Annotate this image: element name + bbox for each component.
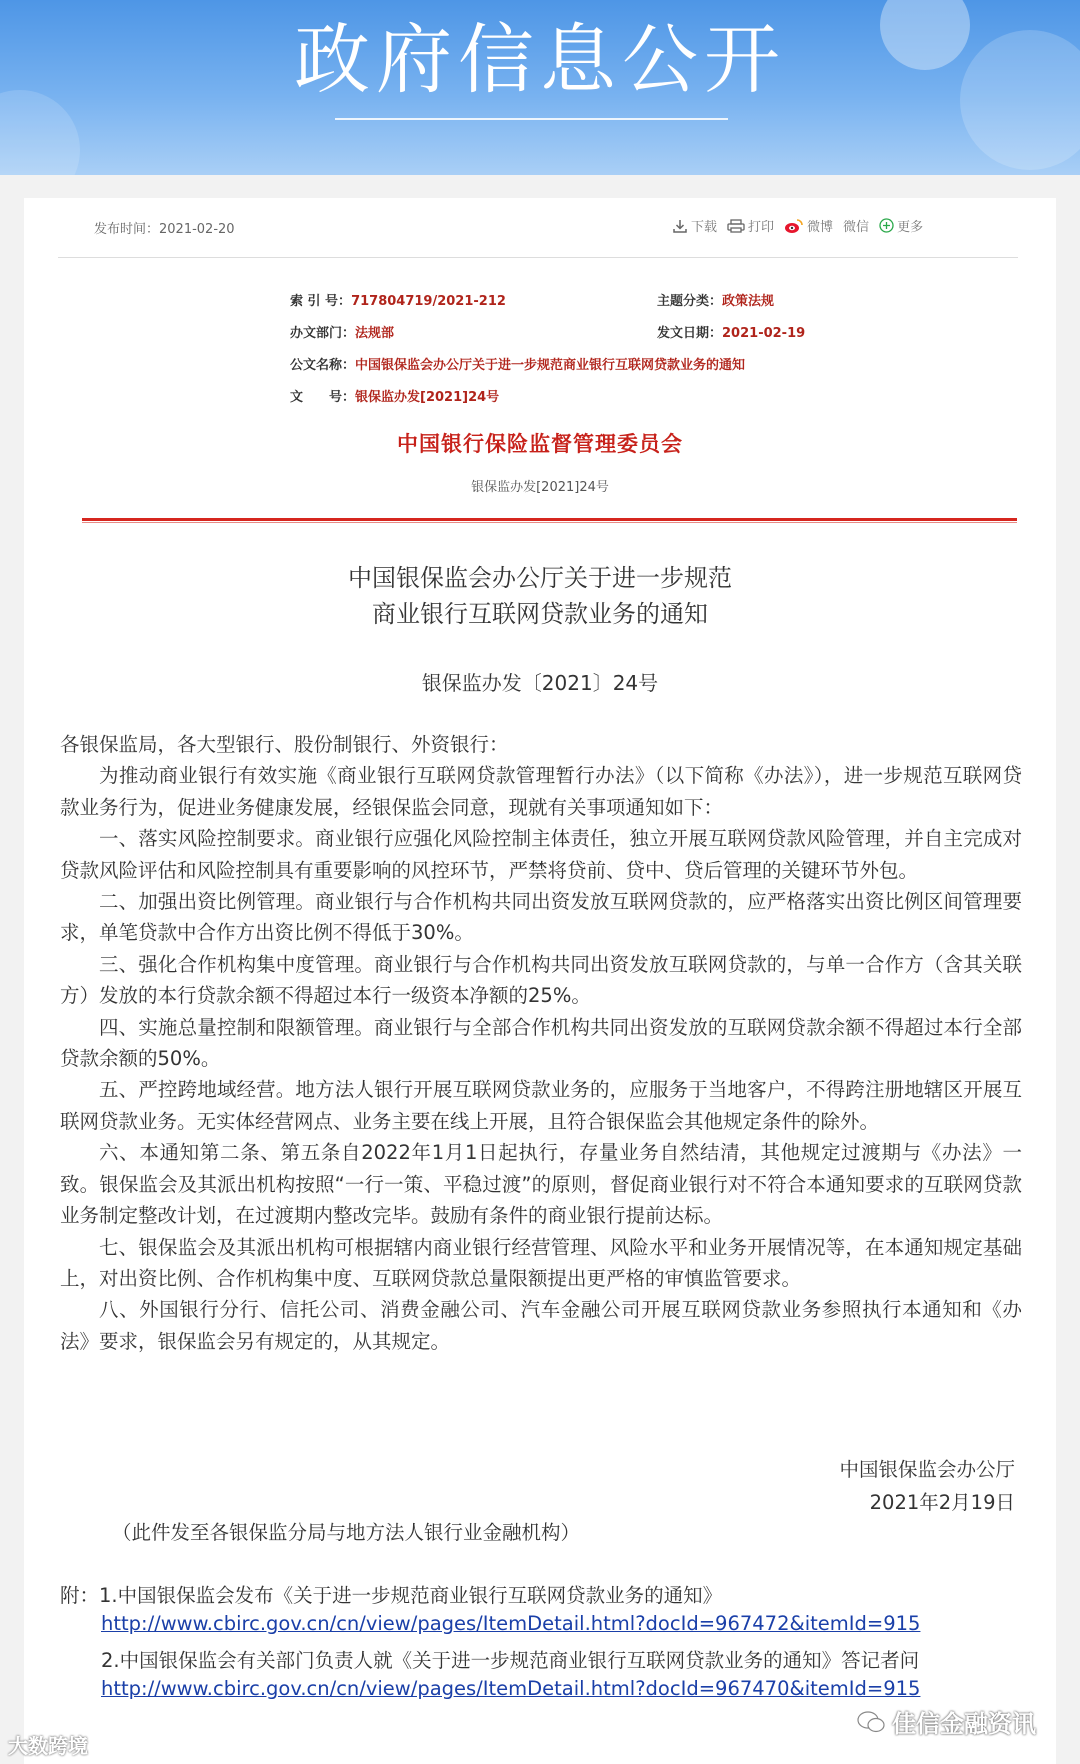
info-dept-value: 法规部: [355, 326, 395, 341]
plus-circle-icon: [879, 218, 894, 233]
info-name-value: 中国银保监会办公厅关于进一步规范商业银行互联网贷款业务的通知: [355, 358, 746, 373]
banner-underline: [335, 118, 728, 120]
info-docno-label: 文 号：: [290, 390, 356, 405]
paragraph: 五、严控跨地域经营。地方法人银行开展互联网贷款业务的，应服务于当地客户，不得跨注册地辖区开展互联网贷款业务。无实体经营网点、业务主要在线上开展，且符合银保监会其他规定条件的除外。: [60, 1078, 1022, 1133]
print-label: 打印: [748, 220, 775, 235]
red-header-rule: [82, 518, 1017, 521]
more-button[interactable]: [879, 216, 923, 235]
more-label: 更多: [897, 220, 924, 235]
attachment-2-link[interactable]: http://www.cbirc.gov.cn/cn/view/pages/ItemDetail.html?docId=967470&itemId=915: [101, 1677, 921, 1700]
info-name-label: 公文名称：: [290, 358, 356, 373]
distribution-note: （此件发至各银保监分局与地方法人银行业金融机构）: [112, 1521, 581, 1544]
print-icon: [727, 219, 745, 233]
attachment-2: 2.中国银保监会有关部门负责人就《关于进一步规范商业银行互联网贷款业务的通知》答记者问: [101, 1649, 920, 1672]
paragraph: 八、外国银行分行、信托公司、消费金融公司、汽车金融公司开展互联网贷款业务参照执行本通知和《办法》要求，银保监会另有规定的，从其规定。: [60, 1298, 1022, 1353]
paragraph: 为推动商业银行有效实施《商业银行互联网贷款管理暂行办法》（以下简称《办法》），进一步规范互联网贷款业务行为，促进业务健康发展，经银保监会同意，现就有关事项通知如下：: [60, 764, 1022, 819]
watermark-right-text: 佳信金融资讯: [892, 1710, 1036, 1738]
paragraph: 七、银保监会及其派出机构可根据辖内商业银行经营管理、风险水平和业务开展情况等，在本通知规定基础上，对出资比例、合作机构集中度、互联网贷款总量限额提出更严格的审慎监管要求。: [60, 1235, 1022, 1290]
signature: 中国银保监会办公厅: [839, 1458, 1015, 1481]
info-topic-value: 政策法规: [722, 294, 775, 309]
info-dept-label: 办文部门：: [290, 326, 356, 341]
info-dept: [290, 322, 394, 341]
document-title-line2: 商业银行互联网贷款业务的通知: [372, 600, 708, 628]
paragraph: 一、落实风险控制要求。商业银行应强化风险控制主体责任，独立开展互联网贷款风险管理，并自主完成对贷款风险评估和风险控制具有重要影响的风控环节，严禁将贷前、贷中、贷后管理的关键环节外包。: [60, 827, 1022, 882]
download-icon: [672, 219, 688, 233]
info-topic-label: 主题分类：: [657, 294, 723, 309]
document-title-line1: 中国银保监会办公厅关于进一步规范: [348, 564, 732, 592]
divider: [58, 257, 1018, 258]
info-date: [657, 322, 805, 341]
publish-time: 发布时间：2021-02-20: [94, 222, 235, 237]
wechat-icon: [856, 1709, 886, 1735]
info-date-label: 发文日期：: [657, 326, 723, 341]
info-docno-value: 银保监办发[2021]24号: [355, 390, 500, 405]
paragraph: 六、本通知第二条、第五条自2022年1月1日起执行，存量业务自然结清，其他规定过渡期与《办法》一致。银保监会及其派出机构按照“一行一策、平稳过渡”的原则，督促商业银行对不符合本通知要求的互联网贷款业务制定整改计划，在过渡期内整改完毕。鼓励有条件的商业银行提前达标。: [60, 1141, 1022, 1228]
print-button[interactable]: [727, 216, 774, 235]
addressee: 各银保监局，各大型银行、股份制银行、外资银行：: [60, 733, 509, 756]
banner: [0, 0, 1080, 175]
info-name: [290, 354, 745, 373]
signature-date: 2021年2月19日: [869, 1491, 1015, 1514]
weibo-icon: [784, 218, 804, 234]
download-button[interactable]: [672, 216, 717, 235]
info-index-label: 索 引 号：: [290, 294, 352, 309]
issuing-organization: 中国银行保险监督管理委员会: [397, 432, 683, 456]
info-topic: [657, 290, 774, 309]
document-title: [0, 560, 1080, 632]
paragraph: 三、强化合作机构集中度管理。商业银行与合作机构共同出资发放互联网贷款的，与单一合作方（含其关联方）发放的本行贷款余额不得超过本行一级资本净额的25%。: [60, 952, 1022, 1008]
toolbar: [672, 216, 923, 235]
info-index-value: 717804719/2021-212: [351, 294, 506, 309]
watermark-left-text: 大数跨境: [8, 1734, 88, 1758]
info-docno: [290, 386, 499, 405]
banner-title: 政府信息公开: [294, 15, 786, 104]
download-label: 下载: [691, 220, 718, 235]
header-document-number: 银保监办发[2021]24号: [471, 480, 609, 495]
attachment-1: 附：1.中国银保监会发布《关于进一步规范商业银行互联网贷款业务的通知》: [60, 1584, 723, 1607]
paragraph: 四、实施总量控制和限额管理。商业银行与全部合作机构共同出资发放的互联网贷款余额不得超过本行全部贷款余额的50%。: [60, 1015, 1022, 1071]
wechat-share-button[interactable]: [843, 216, 869, 235]
wechat-label: 微信: [843, 220, 870, 235]
weibo-label: 微博: [807, 220, 834, 235]
watermark-right: [856, 1704, 1036, 1739]
attachment-1-link[interactable]: http://www.cbirc.gov.cn/cn/view/pages/ItemDetail.html?docId=967472&itemId=915: [101, 1612, 921, 1635]
watermark-left: [8, 1730, 88, 1759]
document-body: [60, 729, 1022, 1357]
info-date-value: 2021-02-19: [722, 326, 806, 341]
paragraph: 二、加强出资比例管理。商业银行与合作机构共同出资发放互联网贷款的，应严格落实出资比例区间管理要求，单笔贷款中合作方出资比例不得低于30%。: [60, 890, 1022, 945]
document-number: 银保监办发〔2021〕24号: [421, 671, 659, 695]
info-index: [290, 290, 506, 309]
weibo-share-button[interactable]: [784, 216, 833, 235]
red-header-rule-shadow: [82, 522, 1017, 523]
